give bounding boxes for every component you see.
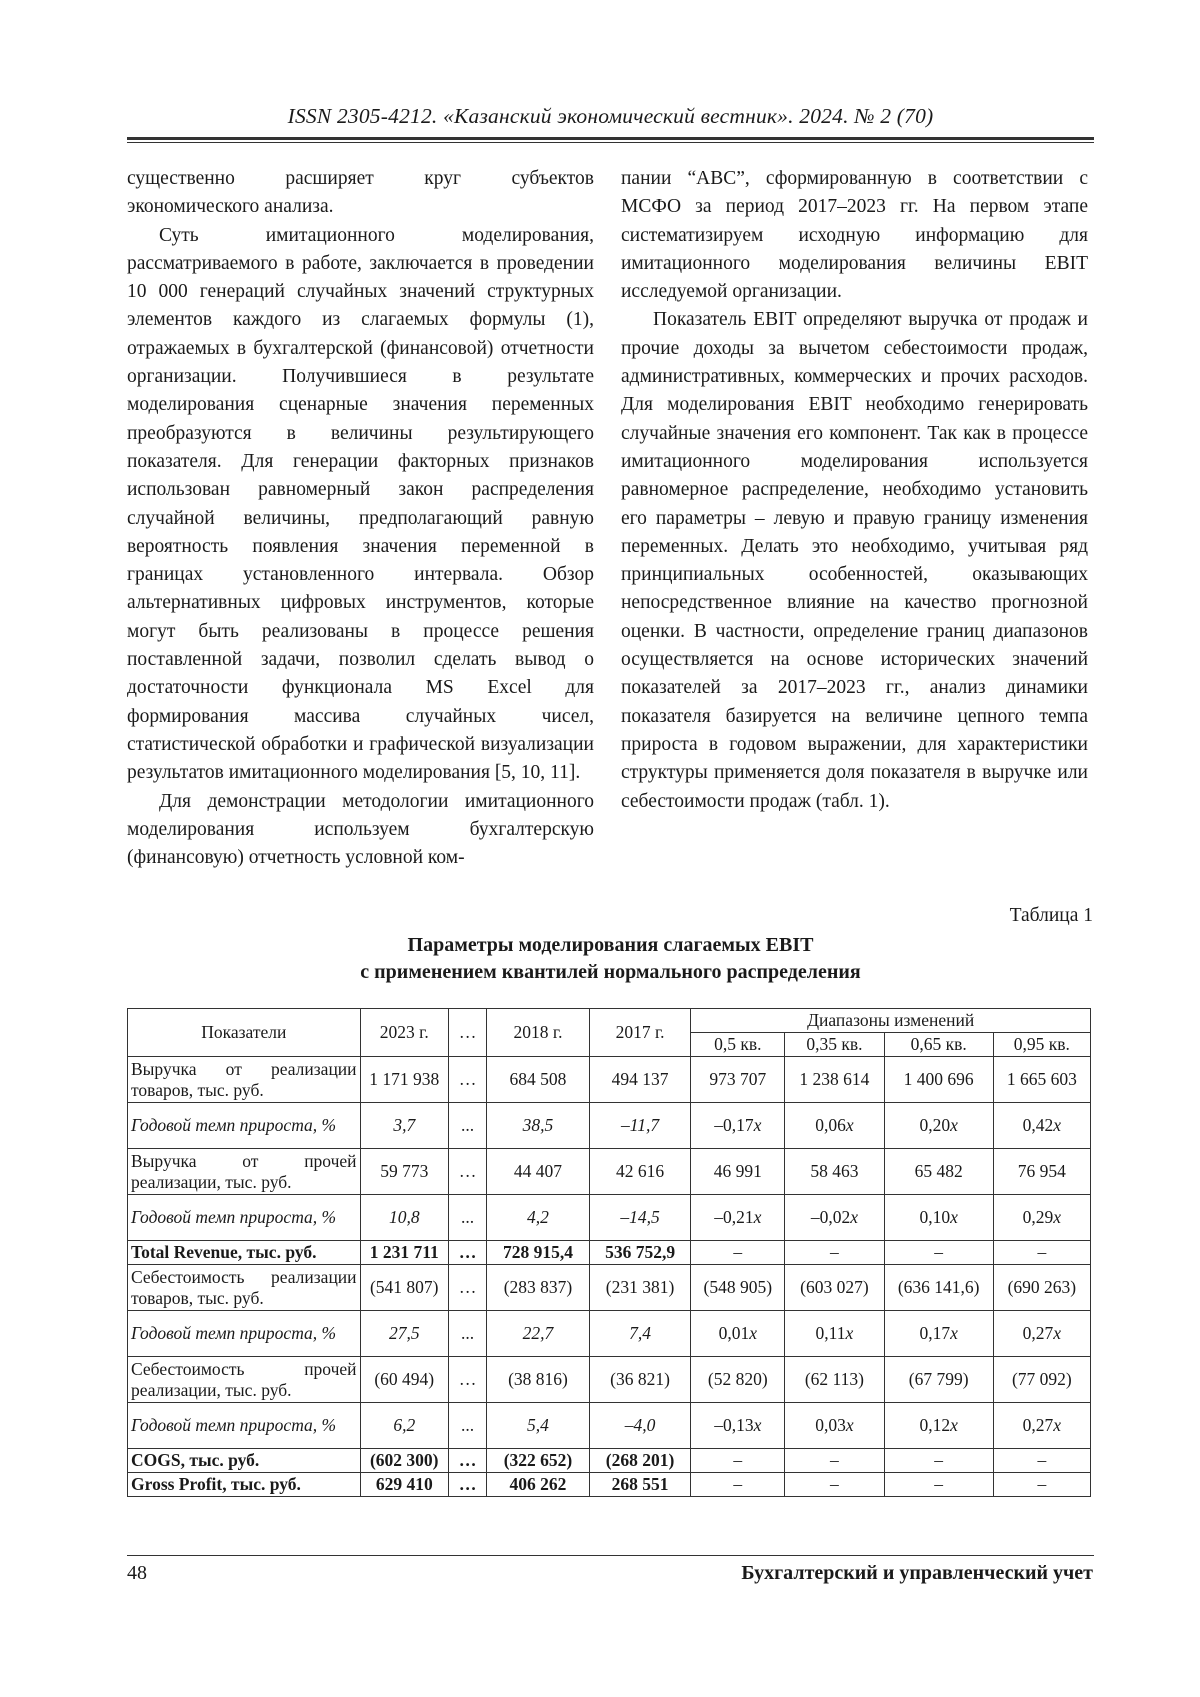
cell-q065: 1 400 696 bbox=[884, 1057, 993, 1103]
table-row bbox=[128, 1403, 1091, 1449]
cell-y2023: 6,2 bbox=[360, 1403, 448, 1449]
table-row bbox=[128, 1265, 1091, 1311]
cell-q065: 0,12x bbox=[884, 1403, 993, 1449]
variable-x: x bbox=[950, 1115, 958, 1135]
cell-q05: – bbox=[691, 1241, 785, 1265]
header-rule-thick bbox=[127, 137, 1094, 140]
variable-x: x bbox=[1053, 1115, 1062, 1135]
header-indicator: Показатели bbox=[128, 1009, 361, 1057]
cell-q035: (603 027) bbox=[785, 1265, 884, 1311]
cell-y2018: 406 262 bbox=[487, 1473, 590, 1497]
table-title-line: Параметры моделирования слагаемых EBIT bbox=[407, 934, 814, 956]
cell-q095: 0,27x bbox=[993, 1311, 1090, 1357]
header-q05: 0,5 кв. bbox=[691, 1033, 785, 1057]
cell-dots: … bbox=[448, 1449, 486, 1473]
cell-q065: (636 141,6) bbox=[884, 1265, 993, 1311]
cell-y2023: 1 171 938 bbox=[360, 1057, 448, 1103]
variable-x: x bbox=[1053, 1323, 1062, 1343]
running-header: ISSN 2305-4212. «Казанский экономический вестник». 2024. № 2 (70) bbox=[287, 104, 934, 128]
cell-y2017: 494 137 bbox=[589, 1057, 691, 1103]
cell-q05: 973 707 bbox=[691, 1057, 785, 1103]
cell-dots: … bbox=[448, 1149, 486, 1195]
header-ellipsis: … bbox=[448, 1009, 486, 1057]
row-label: Себестоимость реализации товаров, тыс. руб. bbox=[128, 1265, 361, 1311]
cell-q05: –0,13x bbox=[691, 1403, 785, 1449]
cell-q065: – bbox=[884, 1449, 993, 1473]
row-label: Себестоимость прочей реализации, тыс. руб. bbox=[128, 1357, 361, 1403]
cell-q05: –0,21x bbox=[691, 1195, 785, 1241]
variable-x: x bbox=[950, 1323, 958, 1343]
page-number: 48 bbox=[127, 1562, 147, 1584]
cell-y2018: 38,5 bbox=[487, 1103, 590, 1149]
cell-q095: 76 954 bbox=[993, 1149, 1090, 1195]
row-label: Годовой темп прироста, % bbox=[128, 1311, 361, 1357]
header-2017: 2017 г. bbox=[589, 1009, 691, 1057]
cell-y2017: 536 752,9 bbox=[589, 1241, 691, 1265]
cell-q065: 65 482 bbox=[884, 1149, 993, 1195]
cell-q05: (548 905) bbox=[691, 1265, 785, 1311]
cell-y2018: 5,4 bbox=[487, 1403, 590, 1449]
header-2023: 2023 г. bbox=[360, 1009, 448, 1057]
variable-x: x bbox=[1053, 1415, 1062, 1435]
cell-y2018: (283 837) bbox=[487, 1265, 590, 1311]
table-row bbox=[128, 1057, 1091, 1103]
cell-dots: ... bbox=[448, 1195, 486, 1241]
paragraph: Показатель EBIT определяют выручка от продаж и прочие доходы за вычетом себестоимости продаж, административных, коммерческих и прочих расходов. Для моделирования EBIT необходимо генерировать случайные значения его компонент. Так как в процессе имитационного моделирования используется равномерное распределение, необходимо установить его параметры – левую и правую границу изменения переменных. Делать это необходимо, учитывая ряд принципиальных особенностей, оказывающих непосредственное влияние на качество прогнозной оценки. В частности, определение границ диапазонов осуществляется на основе исторических значений показателей за 2017–2023 гг., анализ динамики показателя базируется на величине цепного темпа прироста в годовом выражении, для характеристики структуры применяется доля показателя в выручке или себестоимости продаж (табл. 1). bbox=[621, 309, 1088, 812]
cell-q095: 1 665 603 bbox=[993, 1057, 1090, 1103]
cell-q095: (77 092) bbox=[993, 1357, 1090, 1403]
left-column bbox=[127, 165, 594, 872]
cell-dots: … bbox=[448, 1241, 486, 1265]
cell-q035: – bbox=[785, 1449, 884, 1473]
cell-y2018: 728 915,4 bbox=[487, 1241, 590, 1265]
cell-q095: 0,27x bbox=[993, 1403, 1090, 1449]
cell-q035: 0,06x bbox=[785, 1103, 884, 1149]
header-q095: 0,95 кв. bbox=[993, 1033, 1090, 1057]
cell-y2018: (322 652) bbox=[487, 1449, 590, 1473]
paragraph: Суть имитационного моделирования, рассматриваемого в работе, заключается в проведении 10 000 генераций случайных значений структурных элементов каждого из слагаемых формулы (1), отражаемых в бухгалтерской (финансовой) отчетности организации. Получившиеся в результате моделирования сценарные значения переменных преобразуются в величины результирующего показателя. Для генерации факторных признаков использован равномерный закон распределения случайной величины, предполагающий равную вероятность появления значения переменной в границах установленного интервала. Обзор альтернативных цифровых инструментов, которые могут быть реализованы в процессе решения поставленной задачи, позволил сделать вывод о достаточности функционала MS Excel для формирования массива случайных чисел, статистической обработки и графической визуализации результатов имитационного моделирования [5, 10, 11]. bbox=[127, 224, 594, 784]
cell-dots: ... bbox=[448, 1103, 486, 1149]
cell-q065: – bbox=[884, 1241, 993, 1265]
cell-q065: 0,10x bbox=[884, 1195, 993, 1241]
cell-y2018: (38 816) bbox=[487, 1357, 590, 1403]
variable-x: x bbox=[850, 1207, 858, 1227]
row-label: Годовой темп прироста, % bbox=[128, 1103, 361, 1149]
footer-rule bbox=[127, 1555, 1094, 1556]
cell-y2023: (60 494) bbox=[360, 1357, 448, 1403]
table-row bbox=[128, 1149, 1091, 1195]
row-label: Выручка от реализации товаров, тыс. руб. bbox=[128, 1057, 361, 1103]
header-q065: 0,65 кв. bbox=[884, 1033, 993, 1057]
cell-y2023: 27,5 bbox=[360, 1311, 448, 1357]
table-row bbox=[128, 1241, 1091, 1265]
cell-q065: – bbox=[884, 1473, 993, 1497]
variable-x: x bbox=[845, 1323, 854, 1343]
cell-q095: 0,42x bbox=[993, 1103, 1090, 1149]
cell-q05: – bbox=[691, 1449, 785, 1473]
cell-q05: – bbox=[691, 1473, 785, 1497]
cell-q095: – bbox=[993, 1241, 1090, 1265]
table-row bbox=[128, 1357, 1091, 1403]
cell-y2023: (541 807) bbox=[360, 1265, 448, 1311]
paragraph: пании “ABC”, сформированную в соответствии с МСФО за период 2017–2023 гг. На первом этапе систематизируем исходную информацию для имитационного моделирования величины EBIT исследуемой организации. bbox=[621, 168, 1088, 303]
cell-y2023: 3,7 bbox=[360, 1103, 448, 1149]
row-label: COGS, тыс. руб. bbox=[128, 1449, 361, 1473]
cell-y2023: (602 300) bbox=[360, 1449, 448, 1473]
cell-y2023: 10,8 bbox=[360, 1195, 448, 1241]
cell-q05: 46 991 bbox=[691, 1149, 785, 1195]
cell-y2017: 7,4 bbox=[589, 1311, 691, 1357]
header-2018: 2018 г. bbox=[487, 1009, 590, 1057]
cell-q065: 0,17x bbox=[884, 1311, 993, 1357]
cell-q095: (690 263) bbox=[993, 1265, 1090, 1311]
cell-q065: (67 799) bbox=[884, 1357, 993, 1403]
cell-q035: –0,02x bbox=[785, 1195, 884, 1241]
cell-q035: (62 113) bbox=[785, 1357, 884, 1403]
variable-x: x bbox=[1053, 1207, 1062, 1227]
variable-x: x bbox=[845, 1115, 854, 1135]
variable-x: x bbox=[845, 1415, 854, 1435]
cell-y2017: (36 821) bbox=[589, 1357, 691, 1403]
cell-q065: 0,20x bbox=[884, 1103, 993, 1149]
cell-y2018: 44 407 bbox=[487, 1149, 590, 1195]
cell-dots: ... bbox=[448, 1311, 486, 1357]
cell-y2023: 59 773 bbox=[360, 1149, 448, 1195]
table-header-row bbox=[128, 1009, 1091, 1033]
cell-q05: 0,01x bbox=[691, 1311, 785, 1357]
variable-x: x bbox=[950, 1207, 958, 1227]
cell-y2017: 268 551 bbox=[589, 1473, 691, 1497]
variable-x: x bbox=[753, 1115, 762, 1135]
cell-y2017: (268 201) bbox=[589, 1449, 691, 1473]
paragraph: существенно расширяет круг субъектов экономического анализа. bbox=[127, 168, 594, 218]
cell-q095: 0,29x bbox=[993, 1195, 1090, 1241]
cell-y2018: 4,2 bbox=[487, 1195, 590, 1241]
cell-y2017: –11,7 bbox=[589, 1103, 691, 1149]
row-label: Выручка от прочей реализации, тыс. руб. bbox=[128, 1149, 361, 1195]
cell-q05: (52 820) bbox=[691, 1357, 785, 1403]
cell-q035: 0,11x bbox=[785, 1311, 884, 1357]
table-row bbox=[128, 1311, 1091, 1357]
header-ranges: Диапазоны изменений bbox=[691, 1009, 1091, 1033]
cell-dots: … bbox=[448, 1357, 486, 1403]
variable-x: x bbox=[753, 1415, 762, 1435]
cell-y2017: (231 381) bbox=[589, 1265, 691, 1311]
header-q035: 0,35 кв. bbox=[785, 1033, 884, 1057]
right-column bbox=[621, 165, 1088, 816]
cell-q035: 1 238 614 bbox=[785, 1057, 884, 1103]
paragraph: Для демонстрации методологии имитационного моделирования используем бухгалтерскую (финансовую) отчетность условной ком- bbox=[127, 790, 594, 869]
table-row bbox=[128, 1103, 1091, 1149]
cell-q035: 0,03x bbox=[785, 1403, 884, 1449]
row-label: Total Revenue, тыс. руб. bbox=[128, 1241, 361, 1265]
cell-q095: – bbox=[993, 1449, 1090, 1473]
table-number: Таблица 1 bbox=[1009, 905, 1093, 926]
journal-section: Бухгалтерский и управленческий учет bbox=[741, 1562, 1093, 1584]
table-title-line: с применением квантилей нормального распределения bbox=[360, 961, 861, 983]
table-row bbox=[128, 1195, 1091, 1241]
table-row bbox=[128, 1473, 1091, 1497]
cell-dots: ... bbox=[448, 1403, 486, 1449]
variable-x: x bbox=[950, 1415, 958, 1435]
cell-q095: – bbox=[993, 1473, 1090, 1497]
cell-y2017: 42 616 bbox=[589, 1149, 691, 1195]
cell-q05: –0,17x bbox=[691, 1103, 785, 1149]
cell-y2023: 1 231 711 bbox=[360, 1241, 448, 1265]
variable-x: x bbox=[753, 1207, 762, 1227]
parameters-table bbox=[127, 1008, 1091, 1497]
row-label: Годовой темп прироста, % bbox=[128, 1403, 361, 1449]
cell-q035: – bbox=[785, 1473, 884, 1497]
table-row bbox=[128, 1449, 1091, 1473]
row-label: Годовой темп прироста, % bbox=[128, 1195, 361, 1241]
header-rule-thin bbox=[127, 142, 1094, 143]
row-label: Gross Profit, тыс. руб. bbox=[128, 1473, 361, 1497]
cell-q035: 58 463 bbox=[785, 1149, 884, 1195]
variable-x: x bbox=[749, 1323, 757, 1343]
cell-y2017: –4,0 bbox=[589, 1403, 691, 1449]
cell-dots: … bbox=[448, 1057, 486, 1103]
cell-y2018: 684 508 bbox=[487, 1057, 590, 1103]
cell-y2018: 22,7 bbox=[487, 1311, 590, 1357]
cell-y2023: 629 410 bbox=[360, 1473, 448, 1497]
table-title bbox=[127, 932, 1094, 986]
cell-dots: … bbox=[448, 1473, 486, 1497]
cell-dots: … bbox=[448, 1265, 486, 1311]
cell-q035: – bbox=[785, 1241, 884, 1265]
cell-y2017: –14,5 bbox=[589, 1195, 691, 1241]
